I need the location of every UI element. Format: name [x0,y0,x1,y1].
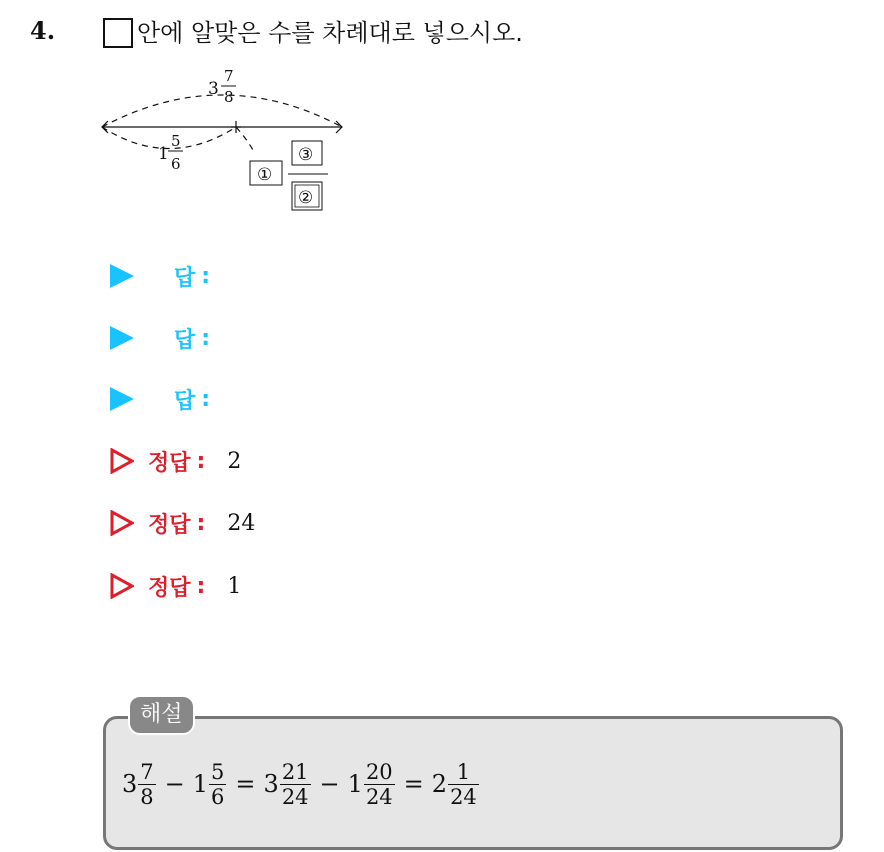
answer-row-2[interactable] [110,322,210,354]
minus-sign: − [319,770,340,798]
outline-triangle-icon [110,573,134,599]
answer-key-row-1 [110,445,241,477]
play-marker-icon [110,264,134,288]
answer-key-row-3 [110,570,241,602]
blank-label-1: ① [257,165,273,185]
answer-key-label: 정답 [148,512,191,538]
answer-key-label: 정답 [148,450,191,476]
answer-key-value: 24 [227,510,256,536]
answer-row-3[interactable] [110,383,210,415]
answer-key-value: 2 [227,448,242,474]
term4-num: 20 [365,759,393,784]
answer-colon: : [201,263,211,289]
diagram-part-den: 6 [171,155,181,173]
term3-whole: 3 [263,770,279,798]
answer-colon: : [201,386,211,412]
answer-label: 답 [174,265,196,291]
diagram-left-arc [102,127,236,149]
outline-triangle-icon [110,448,134,474]
answer-key-colon: : [196,573,206,599]
question-text: 안에 알맞은 수를 차례대로 넣으시오. [137,19,523,47]
term2-fraction [209,760,226,809]
term5-fraction [448,760,479,809]
number-line-diagram [96,60,356,220]
term5-den: 24 [450,784,477,809]
equals-sign: = [403,770,424,798]
minus-sign: − [164,770,185,798]
term3-fraction [280,760,311,809]
term1-den: 8 [140,784,154,809]
blank-label-3: ③ [298,145,314,165]
term2-den: 6 [211,784,225,809]
term2-num: 5 [211,759,225,784]
diagram-total-num: 7 [224,67,234,85]
answer-key-colon: : [196,510,206,536]
solution-equation [122,752,480,816]
blank-label-2: ② [298,188,314,208]
answer-label: 답 [174,388,196,414]
term5-whole: 2 [431,770,448,798]
term1-whole: 3 [122,770,138,798]
answer-key-colon: : [196,448,206,474]
diagram-total-den: 8 [224,88,234,106]
term4-whole: 1 [347,770,363,798]
term1-fraction [138,760,155,809]
diagram-top-arc [102,95,342,127]
outline-triangle-icon [110,510,134,536]
term4-fraction [364,760,395,809]
answer-key-value: 1 [227,573,242,599]
diagram-part-whole: 1 [158,144,169,164]
answer-colon: : [201,325,211,351]
term1-num: 7 [140,759,154,784]
diagram-right-arc [236,127,253,150]
diagram-total-whole: 3 [208,79,219,99]
term5-num: 1 [456,759,471,784]
solution-tag: 해설 [128,695,195,735]
question-number: 4. [30,16,56,45]
term4-den: 24 [365,784,393,809]
equals-sign: = [235,770,256,798]
answer-label: 답 [174,327,196,353]
answer-row-1[interactable] [110,260,210,292]
answer-key-row-2 [110,507,255,539]
answer-blank-box [103,18,133,48]
play-marker-icon [110,387,134,411]
diagram-part-num: 5 [171,132,181,150]
answer-key-label: 정답 [148,575,191,601]
play-marker-icon [110,326,134,350]
term3-num: 21 [281,759,309,784]
term3-den: 24 [281,784,309,809]
term2-whole: 1 [192,770,209,798]
